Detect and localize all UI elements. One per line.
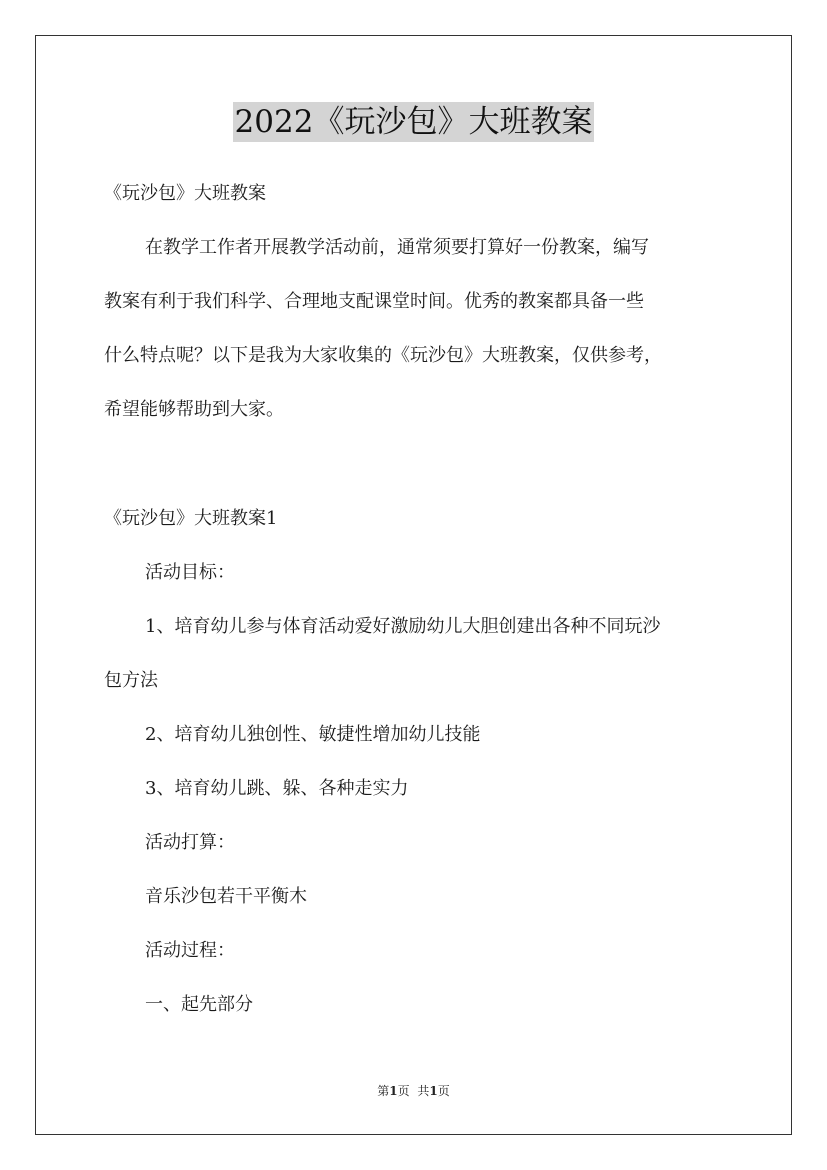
page-footer — [0, 1083, 827, 1099]
prep-label: 活动打算： — [145, 832, 235, 853]
intro-line-3: 什么特点呢？以下是我为大家收集的《玩沙包》大班教案，仅供参考， — [104, 345, 662, 366]
intro-line-1: 在教学工作者开展教学活动前，通常须要打算好一份教案，编写 — [145, 237, 649, 258]
title-container — [0, 102, 827, 142]
goals-label: 活动目标： — [145, 562, 235, 583]
process-label: 活动过程： — [145, 940, 235, 961]
part-1-heading: 一、起先部分 — [145, 994, 253, 1015]
section-heading: 《玩沙包》大班教案1 — [104, 508, 278, 529]
goal-2: 2、培育幼儿独创性、敏捷性增加幼儿技能 — [145, 724, 481, 745]
document-subtitle: 《玩沙包》大班教案 — [104, 183, 266, 204]
footer-total-prefix: 共 — [417, 1084, 430, 1098]
footer-page-suffix: 页 — [397, 1084, 410, 1098]
prep-text: 音乐沙包若干平衡木 — [145, 886, 307, 907]
goal-1-line-1: 1、培育幼儿参与体育活动爱好激励幼儿大胆创建出各种不同玩沙 — [145, 616, 661, 637]
intro-line-2: 教案有利于我们科学、合理地支配课堂时间。优秀的教案都具备一些 — [104, 291, 644, 312]
footer-total-pages: 1 — [429, 1084, 438, 1098]
footer-prefix: 第 — [377, 1084, 390, 1098]
goal-3: 3、培育幼儿跳、躲、各种走实力 — [145, 778, 409, 799]
footer-current-page: 1 — [389, 1084, 398, 1098]
goal-1-line-2: 包方法 — [104, 670, 158, 691]
intro-line-4: 希望能够帮助到大家。 — [104, 399, 284, 420]
footer-total-suffix: 页 — [437, 1084, 450, 1098]
document-title: 2022《玩沙包》大班教案 — [234, 104, 593, 140]
